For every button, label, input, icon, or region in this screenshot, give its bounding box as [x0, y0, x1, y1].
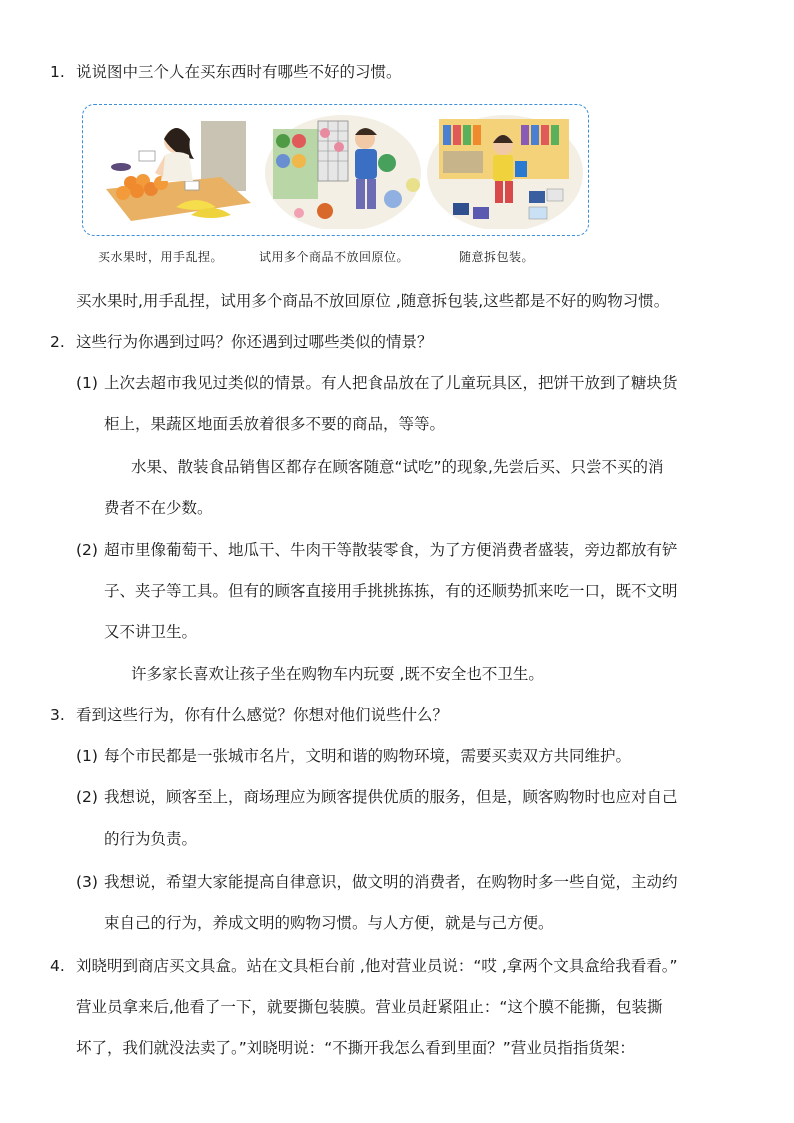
q3-item2-line: 的行为负责。 [104, 830, 198, 848]
q3-item2-line: 我想说，顾客至上，商场理应为顾客提供优质的服务，但是，顾客购物时也应对自己 [104, 788, 678, 806]
caption-testing: 试用多个商品不放回原位。 [259, 250, 410, 264]
q2-question: 这些行为你遇到过吗？你还遇到过哪些类似的情景？ [76, 333, 433, 351]
q4-line: 坏了，我们就没法卖了。”刘晓明说：“不撕开我怎么看到里面？”营业员指指货架： [76, 1039, 635, 1057]
toy-testing-illustration [263, 111, 423, 229]
q2-item2-line: 又不讲卫生。 [104, 623, 198, 641]
q2-item1-line: 柜上，果蔬区地面丢放着很多不要的商品，等等。 [104, 415, 446, 433]
q2-item1-extra: 水果、散装食品销售区都存在顾客随意“试吃”的现象,先尝后买、只尝不买的消 [131, 458, 664, 476]
q1-question: 说说图中三个人在买东西时有哪些不好的习惯。 [76, 63, 402, 81]
q3-question: 看到这些行为，你有什么感觉？你想对他们说些什么？ [76, 706, 449, 724]
q2-item1-extra: 费者不在少数。 [104, 499, 213, 517]
q2-item2-extra: 许多家长喜欢让孩子坐在购物车内玩耍 ,既不安全也不卫生。 [131, 665, 544, 683]
q2-number: 2. [50, 333, 65, 351]
q3-item3-label: (3) [76, 873, 98, 891]
q4-number: 4. [50, 957, 65, 975]
q3-item2-label: (2) [76, 788, 98, 806]
fruit-squeezing-illustration [101, 111, 261, 229]
q3-item3-line: 束自己的行为，养成文明的购物习惯。与人方便，就是与己方便。 [104, 914, 554, 932]
q2-item2-line: 超市里像葡萄干、地瓜干、牛肉干等散装零食，为了方便消费者盛装，旁边都放有铲 [104, 541, 678, 559]
q3-number: 3. [50, 706, 65, 724]
caption-fruit: 买水果时，用手乱捏。 [98, 250, 224, 264]
q3-item1-label: (1) [76, 747, 98, 765]
q4-line: 刘晓明到商店买文具盒。站在文具柜台前 ,他对营业员说：“哎 ,拿两个文具盒给我看看。” [76, 957, 678, 975]
q2-item1-line: 上次去超市我见过类似的情景。有人把食品放在了儿童玩具区，把饼干放到了糖块货 [104, 374, 678, 392]
q1-number: 1. [50, 63, 65, 81]
q1-answer: 买水果时,用手乱捏，试用多个商品不放回原位 ,随意拆包装,这些都是不好的购物习惯。 [76, 292, 670, 310]
q3-item3-line: 我想说，希望大家能提高自律意识，做文明的消费者，在购物时多一些自觉，主动约 [104, 873, 678, 891]
unwrapping-illustration [425, 111, 585, 229]
q3-item1-line: 每个市民都是一张城市名片，文明和谐的购物环境，需要买卖双方共同维护。 [104, 747, 632, 765]
q2-item2-line: 子、夹子等工具。但有的顾客直接用手挑挑拣拣，有的还顺势抓来吃一口，既不文明 [104, 582, 678, 600]
q4-line: 营业员拿来后,他看了一下，就要撕包装膜。营业员赶紧阻止：“这个膜不能撕，包装撕 [76, 998, 663, 1016]
q2-item1-label: (1) [76, 374, 98, 392]
q2-item2-label: (2) [76, 541, 98, 559]
caption-unwrapping: 随意拆包装。 [459, 250, 535, 264]
illustration-panel [82, 104, 589, 236]
